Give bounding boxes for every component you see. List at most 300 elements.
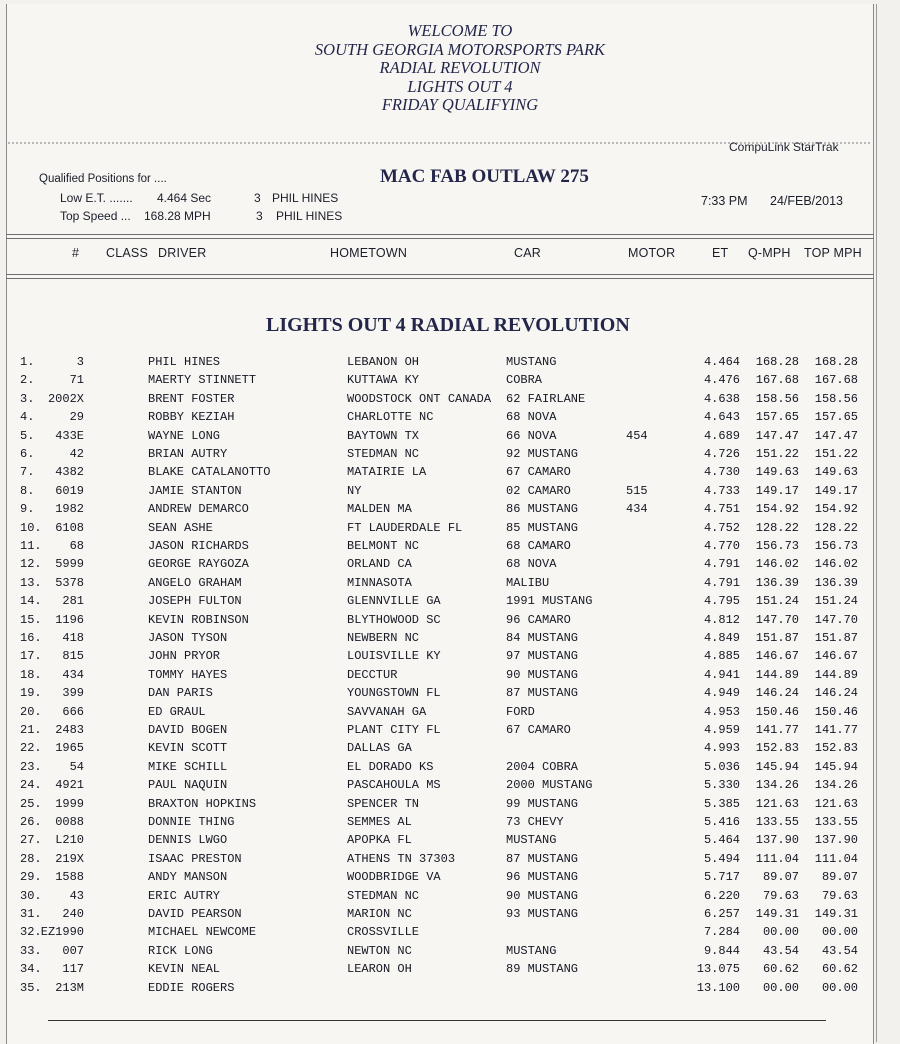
hometown: WOODBRIDGE VA	[347, 870, 441, 885]
result-position: 16.	[20, 631, 42, 645]
driver-name: ED GRAUL	[148, 704, 206, 719]
table-row	[0, 373, 900, 391]
header-rule-top-double	[6, 238, 874, 239]
elapsed-time: 4.791	[703, 575, 740, 590]
table-row	[0, 613, 900, 631]
result-position: 35.	[20, 980, 42, 995]
driver-name: WAYNE LONG	[148, 428, 221, 443]
elapsed-time: 4.885	[703, 649, 740, 664]
car-model: 90 MUSTANG	[506, 667, 579, 682]
qualifying-mph: 158.56	[755, 391, 799, 406]
result-position: 31.	[20, 907, 42, 921]
driver-name: PHIL HINES	[148, 355, 221, 369]
car-number: 6108	[55, 520, 84, 535]
hometown: BLYTHOWOOD SC	[347, 612, 441, 627]
qualified-label: Qualified Positions for ....	[39, 173, 167, 185]
qualifying-mph: 151.87	[755, 631, 799, 645]
elapsed-time: 6.257	[703, 907, 740, 921]
driver-name: BLAKE CATALANOTTO	[148, 465, 271, 480]
elapsed-time: 4.949	[703, 686, 740, 701]
car-number: 281	[62, 594, 84, 609]
driver-name: ANGELO GRAHAM	[148, 575, 242, 590]
top-mph: 151.22	[814, 447, 858, 461]
result-position: 9.	[20, 502, 35, 517]
col-hometown: HOMETOWN	[330, 246, 408, 260]
top-mph: 168.28	[814, 355, 858, 369]
qualifying-mph: 149.17	[755, 483, 799, 498]
low-et-driver: PHIL HINES	[272, 191, 339, 205]
result-position: 2.	[20, 373, 35, 388]
result-position: 6.	[20, 447, 35, 461]
hometown: BELMONT NC	[347, 539, 420, 553]
class-title: MAC FAB OUTLAW 275	[380, 166, 589, 187]
table-row	[0, 962, 900, 980]
car-number: 213M	[55, 980, 84, 995]
car-model: 92 MUSTANG	[506, 447, 579, 461]
car-model: COBRA	[506, 373, 543, 388]
car-number: EZ1990	[40, 925, 84, 940]
result-position: 14.	[20, 594, 42, 609]
hometown: ORLAND CA	[347, 557, 412, 572]
table-row	[0, 502, 900, 520]
car-number: L210	[55, 833, 84, 848]
hometown: CHARLOTTE NC	[347, 410, 434, 425]
elapsed-time: 4.643	[703, 410, 740, 425]
car-model: 87 MUSTANG	[506, 686, 579, 701]
top-speed-value: 168.28 MPH	[144, 209, 211, 223]
elapsed-time: 5.330	[703, 778, 740, 793]
result-position: 13.	[20, 575, 42, 590]
result-position: 1.	[20, 355, 35, 369]
table-row	[0, 355, 900, 373]
car-model: 67 CAMARO	[506, 723, 571, 737]
car-number: 71	[69, 373, 84, 388]
table-row	[0, 465, 900, 483]
driver-name: EDDIE ROGERS	[148, 980, 235, 995]
car-model: 84 MUSTANG	[506, 631, 579, 645]
car-number: 5999	[55, 557, 84, 572]
hometown: LOUISVILLE KY	[347, 649, 441, 664]
table-row	[0, 429, 900, 447]
car-number: 007	[62, 943, 84, 958]
hometown: CROSSVILLE	[347, 925, 420, 940]
table-row	[0, 852, 900, 870]
car-model: MUSTANG	[506, 943, 557, 958]
low-et-value: 4.464 Sec	[157, 191, 212, 205]
table-row	[0, 833, 900, 851]
elapsed-time: 4.752	[703, 520, 740, 535]
welcome-header	[160, 22, 760, 115]
car-number: 68	[69, 539, 84, 553]
table-row	[0, 447, 900, 465]
hometown: KUTTAWA KY	[347, 373, 420, 388]
qualifying-mph: 146.67	[755, 649, 799, 664]
car-model: 89 MUSTANG	[506, 962, 579, 977]
result-position: 10.	[20, 520, 42, 535]
session-name: FRIDAY QUALIFYING	[381, 95, 539, 114]
elapsed-time: 5.416	[703, 815, 740, 829]
top-mph: 111.04	[814, 851, 858, 866]
top-mph: 00.00	[821, 925, 858, 940]
driver-name: ISAAC PRESTON	[148, 851, 242, 866]
car-number: 6019	[55, 483, 84, 498]
header-rule-bottom-double	[6, 278, 874, 279]
elapsed-time: 4.812	[703, 612, 740, 627]
table-row	[0, 594, 900, 612]
header-rule-bottom	[6, 274, 874, 275]
hometown: MARION NC	[347, 907, 412, 921]
hometown: NEWBERN NC	[347, 631, 420, 645]
top-mph: 00.00	[821, 980, 858, 995]
car-model: 02 CAMARO	[506, 483, 571, 498]
result-position: 7.	[20, 465, 35, 480]
table-row	[0, 668, 900, 686]
qualifying-mph: 152.83	[755, 741, 799, 756]
qualifying-mph: 149.31	[755, 907, 799, 921]
result-position: 8.	[20, 483, 35, 498]
car-number: 666	[62, 704, 84, 719]
driver-name: MAERTY STINNETT	[148, 373, 257, 388]
top-mph: 145.94	[814, 759, 858, 774]
top-mph: 133.55	[814, 815, 858, 829]
top-mph: 89.07	[821, 870, 858, 885]
car-number: 3	[76, 355, 84, 369]
top-mph: 154.92	[814, 502, 858, 517]
result-position: 15.	[20, 612, 42, 627]
result-position: 4.	[20, 410, 35, 425]
car-model: 2000 MUSTANG	[506, 778, 593, 793]
top-mph: 158.56	[814, 391, 858, 406]
car-model: 97 MUSTANG	[506, 649, 579, 664]
top-mph: 121.63	[814, 796, 858, 811]
elapsed-time: 6.220	[703, 888, 740, 903]
elapsed-time: 5.036	[703, 759, 740, 774]
table-row	[0, 889, 900, 907]
result-position: 20.	[20, 704, 42, 719]
top-mph: 137.90	[814, 833, 858, 848]
result-position: 12.	[20, 557, 42, 572]
car-model: MALIBU	[506, 575, 550, 590]
driver-name: JOHN PRYOR	[148, 649, 221, 664]
table-row	[0, 576, 900, 594]
elapsed-time: 5.717	[703, 870, 740, 885]
result-position: 34.	[20, 962, 42, 977]
event-series: RADIAL REVOLUTION	[379, 58, 541, 77]
welcome-line: WELCOME TO	[407, 21, 513, 40]
top-mph: 136.39	[814, 575, 858, 590]
table-row	[0, 760, 900, 778]
car-number: 4921	[55, 778, 84, 793]
car-model: 1991 MUSTANG	[506, 594, 593, 609]
hometown: PASCAHOULA MS	[347, 778, 441, 793]
car-number: 433E	[55, 428, 84, 443]
hometown: YOUNGSTOWN FL	[347, 686, 441, 701]
driver-name: JASON TYSON	[148, 631, 228, 645]
top-mph: 79.63	[821, 888, 858, 903]
qualifying-mph: 167.68	[755, 373, 799, 388]
car-model: MUSTANG	[506, 355, 557, 369]
car-model: 2004 COBRA	[506, 759, 579, 774]
top-mph: 43.54	[821, 943, 858, 958]
qualifying-mph: 150.46	[755, 704, 799, 719]
car-model: 96 MUSTANG	[506, 870, 579, 885]
header-rule-top	[6, 234, 874, 235]
top-mph: 141.77	[814, 723, 858, 737]
qualifying-mph: 151.22	[755, 447, 799, 461]
qualifying-mph: 147.47	[755, 428, 799, 443]
top-mph: 144.89	[814, 667, 858, 682]
result-position: 33.	[20, 943, 42, 958]
driver-name: JASON RICHARDS	[148, 539, 249, 553]
car-number: 0088	[55, 815, 84, 829]
hometown: WOODSTOCK ONT CANADA	[347, 391, 492, 406]
car-model: 67 CAMARO	[506, 465, 571, 480]
elapsed-time: 4.849	[703, 631, 740, 645]
result-position: 29.	[20, 870, 42, 885]
driver-name: RICK LONG	[148, 943, 213, 958]
qualifying-mph: 157.65	[755, 410, 799, 425]
top-mph: 151.87	[814, 631, 858, 645]
elapsed-time: 4.941	[703, 667, 740, 682]
table-row	[0, 815, 900, 833]
result-position: 17.	[20, 649, 42, 664]
result-position: 5.	[20, 428, 35, 443]
top-mph: 146.24	[814, 686, 858, 701]
elapsed-time: 13.075	[696, 962, 740, 977]
top-speed-driver: PHIL HINES	[276, 209, 343, 223]
result-position: 24.	[20, 778, 42, 793]
top-mph: 134.26	[814, 778, 858, 793]
col-class: CLASS	[106, 246, 148, 260]
top-speed-label: Top Speed ...	[60, 209, 131, 223]
car-model: 90 MUSTANG	[506, 888, 579, 903]
elapsed-time: 4.959	[703, 723, 740, 737]
result-position: 27.	[20, 833, 42, 848]
qualifying-mph: 136.39	[755, 575, 799, 590]
table-row	[0, 631, 900, 649]
result-position: 32.	[20, 925, 42, 940]
result-position: 18.	[20, 667, 42, 682]
car-number: 240	[62, 907, 84, 921]
table-row	[0, 797, 900, 815]
top-mph: 156.73	[814, 539, 858, 553]
hometown: STEDMAN NC	[347, 447, 420, 461]
driver-name: KEVIN SCOTT	[148, 741, 228, 756]
table-row	[0, 925, 900, 943]
table-row	[0, 410, 900, 428]
elapsed-time: 4.476	[703, 373, 740, 388]
result-position: 22.	[20, 741, 42, 756]
qualifying-mph: 137.90	[755, 833, 799, 848]
driver-name: ERIC AUTRY	[148, 888, 221, 903]
table-row	[0, 870, 900, 888]
car-number: 117	[62, 962, 84, 977]
elapsed-time: 4.770	[703, 539, 740, 553]
top-mph: 157.65	[814, 410, 858, 425]
qualifying-mph: 133.55	[755, 815, 799, 829]
car-number: 1196	[55, 612, 84, 627]
col-q-mph: Q-MPH	[748, 246, 791, 260]
driver-name: DONNIE THING	[148, 815, 235, 829]
qualifying-mph: 146.24	[755, 686, 799, 701]
top-mph: 147.47	[814, 428, 858, 443]
hometown: MINNASOTA	[347, 575, 412, 590]
top-mph: 149.63	[814, 465, 858, 480]
elapsed-time: 4.795	[703, 594, 740, 609]
elapsed-time: 4.638	[703, 391, 740, 406]
car-number: 2002X	[47, 391, 84, 406]
driver-name: MIKE SCHILL	[148, 759, 228, 774]
result-position: 21.	[20, 723, 42, 737]
result-position: 26.	[20, 815, 42, 829]
driver-name: ANDY MANSON	[148, 870, 228, 885]
qualifying-mph: 43.54	[762, 943, 799, 958]
qualifying-mph: 121.63	[755, 796, 799, 811]
elapsed-time: 4.751	[703, 502, 740, 517]
col-motor: MOTOR	[628, 246, 676, 260]
elapsed-time: 5.464	[703, 833, 740, 848]
top-mph: 151.24	[814, 594, 858, 609]
elapsed-time: 4.953	[703, 704, 740, 719]
event-name: LIGHTS OUT 4	[407, 76, 513, 96]
driver-name: GEORGE RAYGOZA	[148, 557, 249, 572]
result-position: 19.	[20, 686, 42, 701]
hometown: MATAIRIE LA	[347, 465, 427, 480]
car-number: 1982	[55, 502, 84, 517]
hometown: ATHENS TN 37303	[347, 851, 456, 866]
top-mph: 149.31	[814, 907, 858, 921]
driver-name: DAN PARIS	[148, 686, 213, 701]
qualifying-mph: 168.28	[755, 355, 799, 369]
car-number: 1999	[55, 796, 84, 811]
top-mph: 146.02	[814, 557, 858, 572]
top-mph: 152.83	[814, 741, 858, 756]
hometown: NY	[347, 483, 362, 498]
col-car: CAR	[514, 246, 541, 260]
hometown: SEMMES AL	[347, 815, 412, 829]
qualifying-mph: 134.26	[755, 778, 799, 793]
qualifying-mph: 111.04	[755, 851, 799, 866]
table-row	[0, 539, 900, 557]
car-model: 66 NOVA	[506, 428, 557, 443]
motor: 454	[626, 428, 648, 443]
table-row	[0, 392, 900, 410]
result-position: 28.	[20, 851, 42, 866]
qualifying-mph: 00.00	[762, 980, 799, 995]
top-mph: 60.62	[821, 962, 858, 977]
result-position: 11.	[20, 539, 42, 553]
qualifying-mph: 154.92	[755, 502, 799, 517]
table-row	[0, 723, 900, 741]
top-mph: 149.17	[814, 483, 858, 498]
hometown: SAVVANAH GA	[347, 704, 427, 719]
car-model: 68 NOVA	[506, 410, 557, 425]
col-driver: DRIVER	[158, 246, 207, 260]
footer-rule	[48, 1020, 826, 1021]
elapsed-time: 9.844	[703, 943, 740, 958]
motor: 434	[626, 502, 648, 517]
car-number: 2483	[55, 723, 84, 737]
driver-name: ANDREW DEMARCO	[148, 502, 249, 517]
hometown: GLENNVILLE GA	[347, 594, 441, 609]
hometown: APOPKA FL	[347, 833, 412, 848]
elapsed-time: 4.730	[703, 465, 740, 480]
qualifying-mph: 79.63	[762, 888, 799, 903]
hometown: DECCTUR	[347, 667, 398, 682]
car-model: 85 MUSTANG	[506, 520, 579, 535]
timing-system-label: CompuLink StarTrak	[729, 140, 839, 154]
elapsed-time: 5.494	[703, 851, 740, 866]
table-row	[0, 944, 900, 962]
hometown: LEBANON OH	[347, 355, 420, 369]
hometown: DALLAS GA	[347, 741, 412, 756]
qualifying-mph: 146.02	[755, 557, 799, 572]
result-position: 25.	[20, 796, 42, 811]
top-mph: 146.67	[814, 649, 858, 664]
car-number: 4382	[55, 465, 84, 480]
qualifying-mph: 141.77	[755, 723, 799, 737]
low-et-car-number: 3	[254, 191, 261, 205]
section-title: LIGHTS OUT 4 RADIAL REVOLUTION	[266, 314, 630, 336]
top-mph: 147.70	[814, 612, 858, 627]
table-row	[0, 649, 900, 667]
table-row	[0, 907, 900, 925]
report-time: 7:33 PM	[701, 194, 748, 208]
table-row	[0, 557, 900, 575]
table-row	[0, 484, 900, 502]
table-row	[0, 981, 900, 999]
car-model: 99 MUSTANG	[506, 796, 579, 811]
car-model: 93 MUSTANG	[506, 907, 579, 921]
elapsed-time: 5.385	[703, 796, 740, 811]
car-number: 43	[69, 888, 84, 903]
elapsed-time: 4.993	[703, 741, 740, 756]
motor: 515	[626, 483, 648, 498]
driver-name: ROBBY KEZIAH	[148, 410, 235, 425]
elapsed-time: 4.733	[703, 483, 740, 498]
qualifying-mph: 128.22	[755, 520, 799, 535]
hometown: SPENCER TN	[347, 796, 420, 811]
qualifying-mph: 60.62	[762, 962, 799, 977]
driver-name: KEVIN ROBINSON	[148, 612, 249, 627]
car-model: 86 MUSTANG	[506, 502, 579, 517]
driver-name: JAMIE STANTON	[148, 483, 242, 498]
low-et-label: Low E.T. .......	[60, 191, 133, 205]
car-number: 1588	[55, 870, 84, 885]
table-row	[0, 741, 900, 759]
result-position: 3.	[20, 391, 35, 406]
hometown: FT LAUDERDALE FL	[347, 520, 463, 535]
driver-name: BRIAN AUTRY	[148, 447, 228, 461]
track-name: SOUTH GEORGIA MOTORSPORTS PARK	[314, 39, 606, 59]
report-date: 24/FEB/2013	[770, 194, 843, 208]
top-mph: 150.46	[814, 704, 858, 719]
driver-name: KEVIN NEAL	[148, 962, 221, 977]
table-row	[0, 705, 900, 723]
driver-name: TOMMY HAYES	[148, 667, 228, 682]
hometown: PLANT CITY FL	[347, 723, 441, 737]
elapsed-time: 4.726	[703, 447, 740, 461]
qualifying-mph: 00.00	[762, 925, 799, 940]
top-mph: 128.22	[814, 520, 858, 535]
driver-name: SEAN ASHE	[148, 520, 213, 535]
top-mph: 167.68	[814, 373, 858, 388]
result-position: 23.	[20, 759, 42, 774]
car-number: 1965	[55, 741, 84, 756]
car-number: 219X	[55, 851, 84, 866]
result-position: 30.	[20, 888, 42, 903]
driver-name: DAVID BOGEN	[148, 723, 228, 737]
